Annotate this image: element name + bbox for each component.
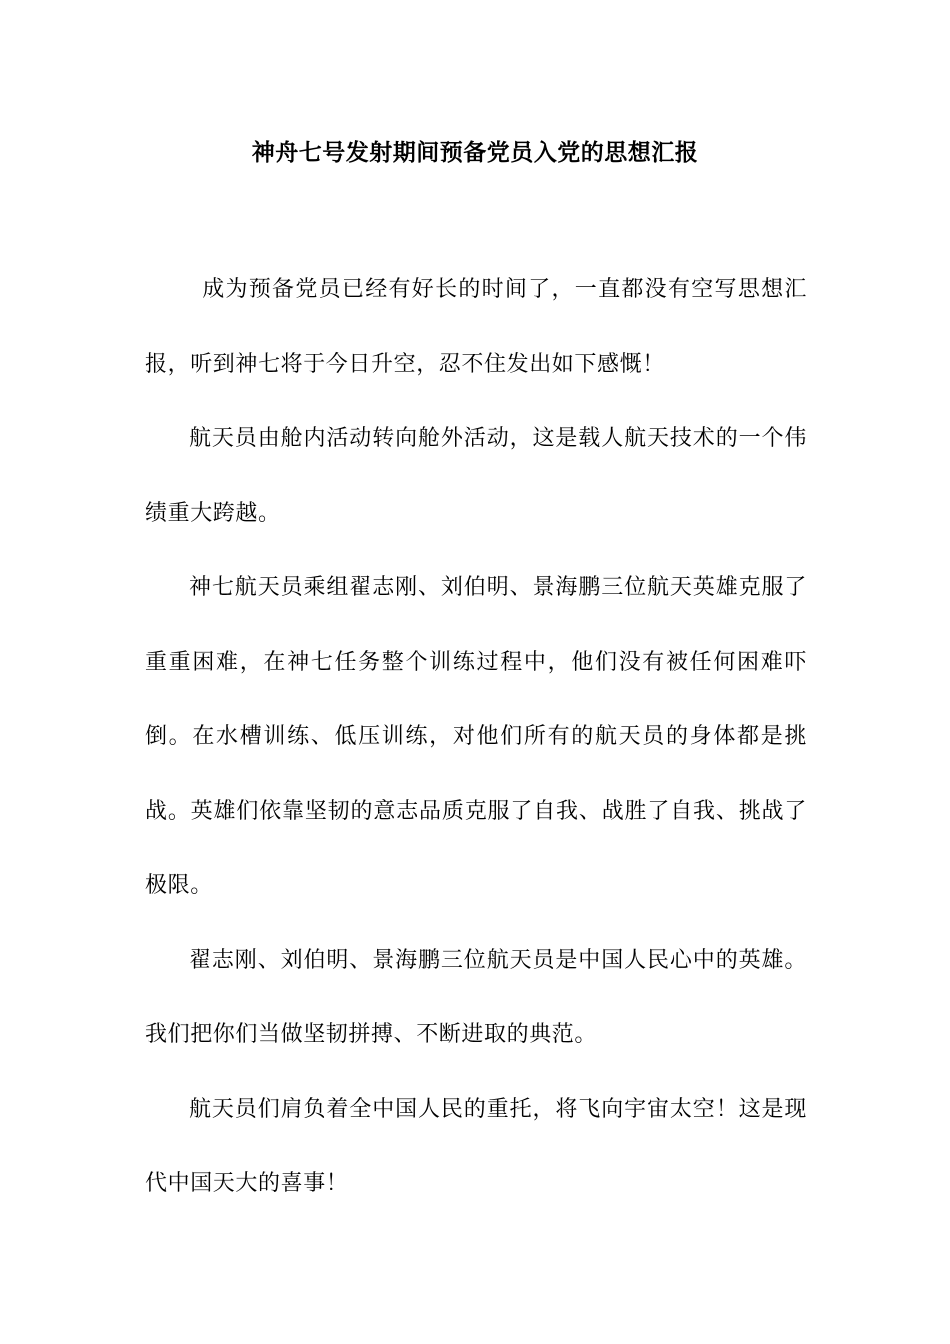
document-body bbox=[145, 253, 807, 1222]
document-title: 神舟七号发射期间预备党员入党的思想汇报 bbox=[251, 139, 699, 166]
paragraph-1: 成为预备党员已经有好长的时间了，一直都没有空写思想汇报，听到神七将于今日升空，忍不住发出如下感慨！ bbox=[145, 277, 807, 377]
paragraph-4: 翟志刚、刘伯明、景海鹏三位航天员是中国人民心中的英雄。我们把你们当做坚韧拼搏、不断进取的典范。 bbox=[145, 947, 807, 1047]
paragraph-5: 航天员们肩负着全中国人民的重托，将飞向宇宙太空！这是现代中国天大的喜事！ bbox=[145, 1096, 807, 1196]
paragraph-3: 神七航天员乘组翟志刚、刘伯明、景海鹏三位航天英雄克服了重重困难，在神七任务整个训练过程中，他们没有被任何困难吓倒。在水槽训练、低压训练，对他们所有的航天员的身体都是挑战。英雄们依靠坚韧的意志品质克服了自我、战胜了自我、挑战了极限。 bbox=[145, 575, 807, 898]
paragraph-2: 航天员由舱内活动转向舱外活动，这是载人航天技术的一个伟绩重大跨越。 bbox=[145, 426, 807, 526]
